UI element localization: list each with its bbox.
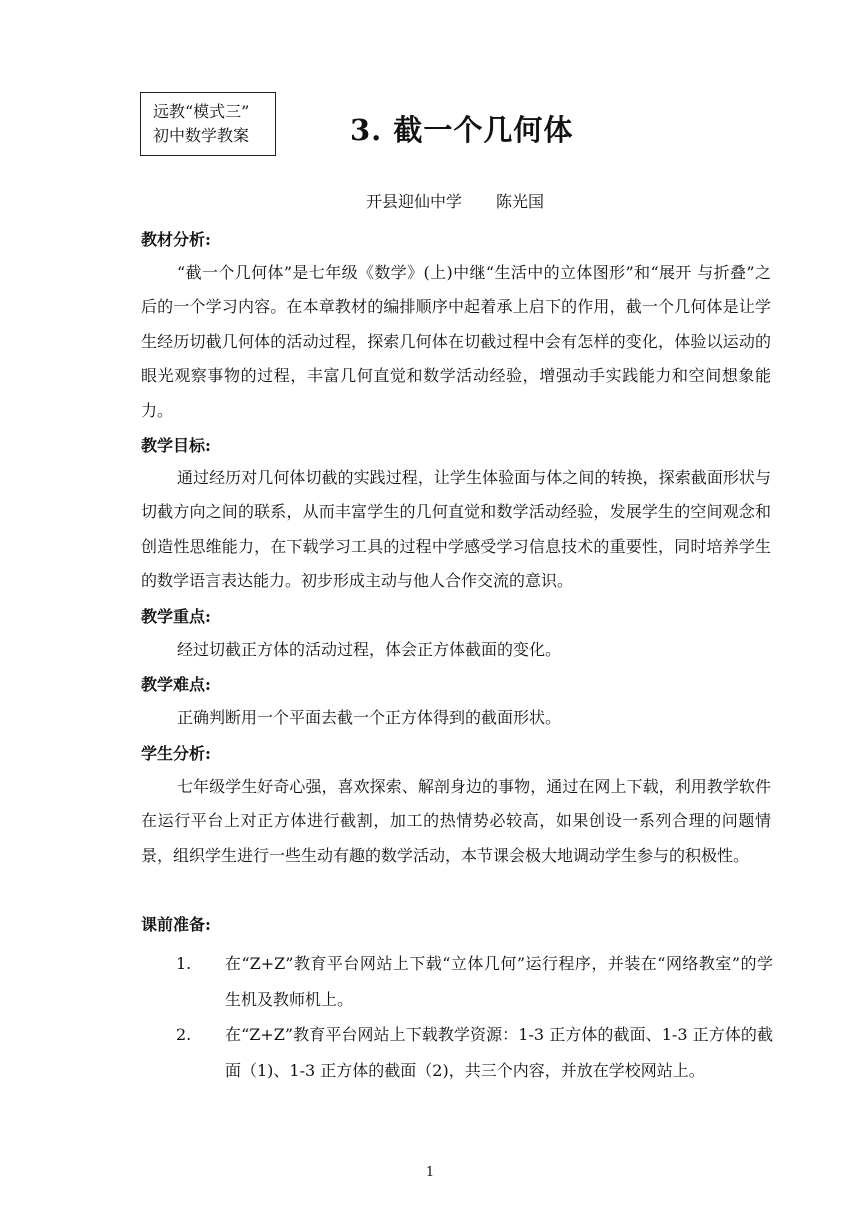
page-number: 1	[425, 1165, 435, 1180]
list-item-text: 在“Z+Z”教育平台网站上下载教学资源：1-3 正方体的截面、1-3 正方体的截面（1)、1-3 正方体的截面（2)，共三个内容，并放在学校网站上。	[225, 1025, 773, 1080]
section-body-difficulties: 正确判断用一个平面去截一个正方体得到的截面形状。	[177, 708, 562, 727]
document-title: 3. 截一个几何体	[350, 113, 574, 147]
section-heading-teaching-goals: 教学目标:	[141, 436, 211, 455]
section-heading-textbook-analysis: 教材分析:	[141, 230, 211, 249]
section-body-key-points: 经过切截正方体的活动过程，体会正方体截面的变化。	[177, 640, 562, 659]
list-item-number: 2.	[176, 1025, 192, 1044]
course-type-box	[140, 92, 276, 156]
section-heading-difficulties: 教学难点:	[141, 675, 211, 694]
list-item-number: 1.	[176, 954, 192, 973]
section-heading-preparation: 课前准备:	[141, 915, 211, 934]
author-name: 陈光国	[496, 192, 545, 211]
course-type-line-1: 远教“模式三”	[153, 102, 250, 121]
course-type-line-2: 初中数学教案	[153, 126, 250, 145]
section-body-student-analysis: 七年级学生好奇心强，喜欢探索、解剖身边的事物，通过在网上下载，利用教学软件在运行平台上对正方体进行截割，加工的热情势必较高，如果创设一系列合理的问题情景，组织学生进行一些生动有趣的数学活动，本节课会极大地调动学生参与的积极性。	[141, 777, 771, 865]
list-item-text: 在“Z+Z”教育平台网站上下载“立体几何”运行程序，并装在“网络教室”的学生机及教师机上。	[225, 954, 773, 1009]
section-body-teaching-goals: 通过经历对几何体切截的实践过程，让学生体验面与体之间的转换，探索截面形状与切截方向之间的联系，从而丰富学生的几何直觉和数学活动经验，发展学生的空间观念和创造性思维能力，在下载学习工具的过程中学感受学习信息技术的重要性，同时培养学生的数学语言表达能力。初步形成主动与他人合作交流的意识。	[141, 468, 771, 591]
section-heading-key-points: 教学重点:	[141, 607, 211, 626]
school-name: 开县迎仙中学	[366, 192, 463, 211]
author-line	[366, 189, 544, 212]
section-body-textbook-analysis: “截一个几何体”是七年级《数学》(上)中继“生活中的立体图形”和“展开 与折叠”之后的一个学习内容。在本章教材的编排顺序中起着承上启下的作用，截一个几何体是让学生经历切截几何体的活动过程，探索几何体在切截过程中会有怎样的变化，体验以运动的眼光观察事物的过程，丰富几何直觉和数学活动经验，增强动手实践能力和空间想象能力。	[141, 263, 771, 420]
section-heading-student-analysis: 学生分析:	[141, 744, 211, 763]
